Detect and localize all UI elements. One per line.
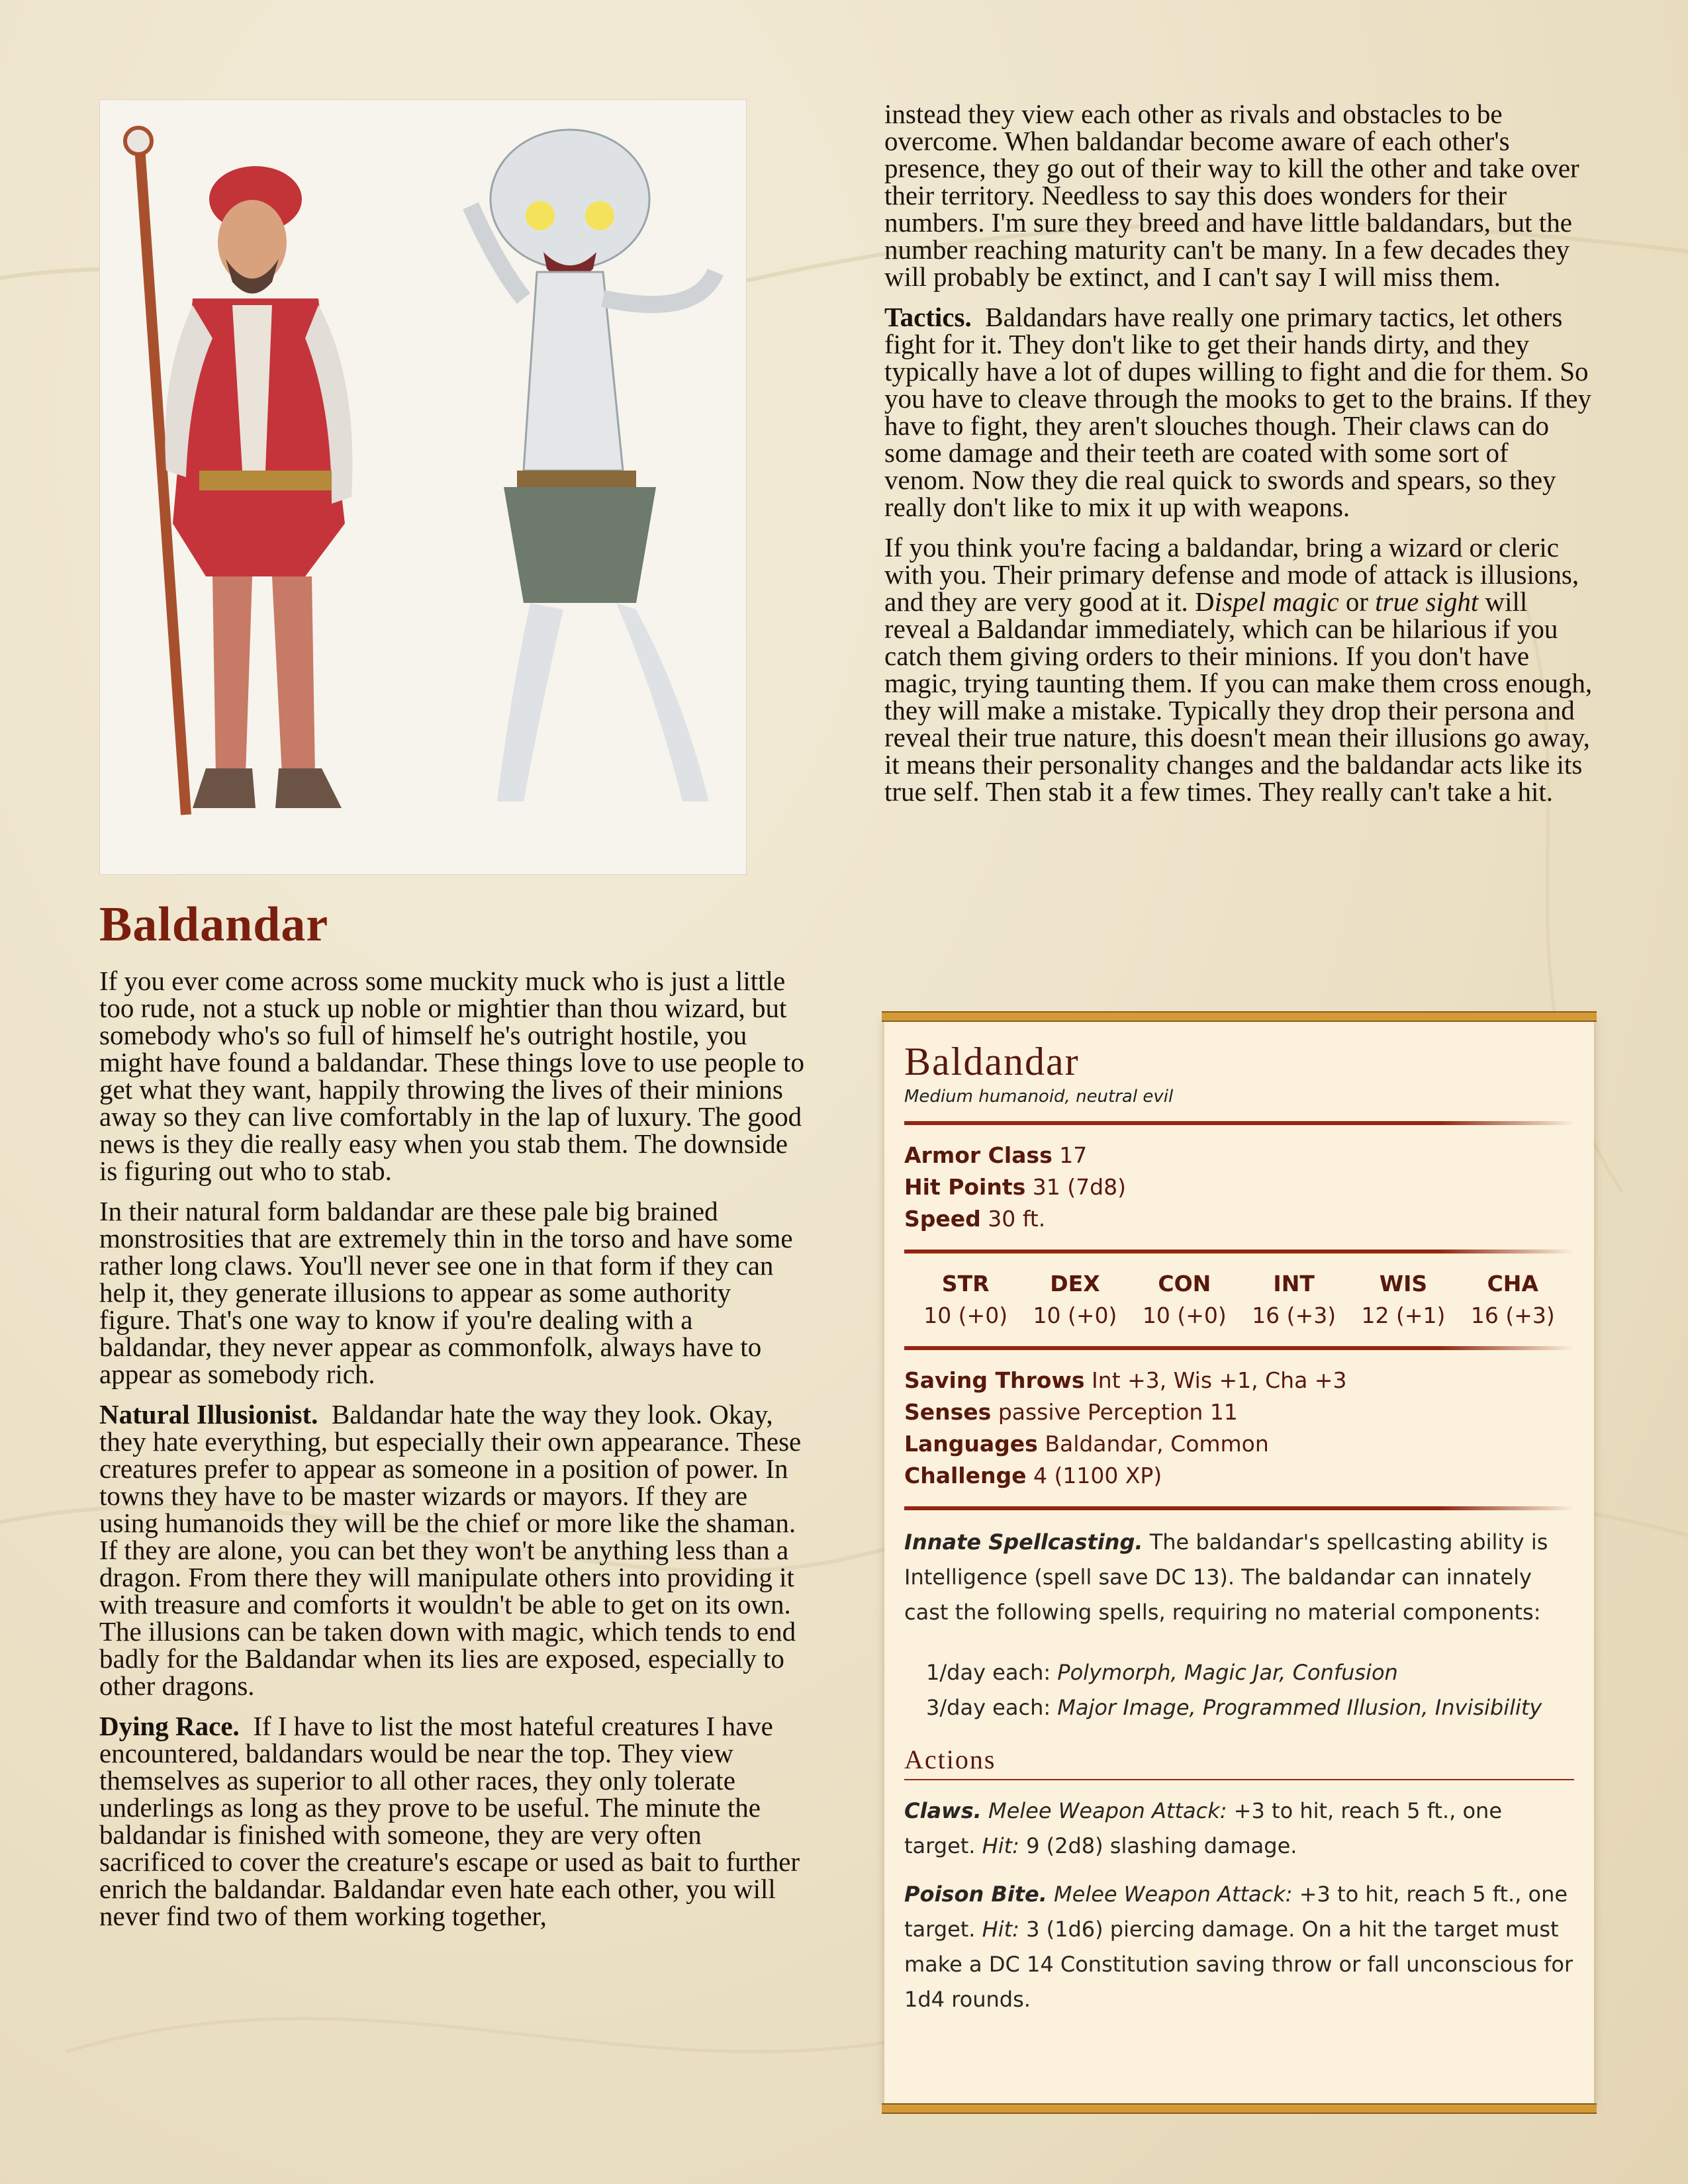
paragraph: If you think you're facing a baldandar, bring a wizard or cleric with you. Their primary defense and mode of attack is illusions, and they are very good at it. Dispel magic or true sight will reveal a Baldandar immediately, which can be hilarious if you catch them giving orders to their minions. If you don't have magic, trying taunting them. If you can make them cross enough, they will make a mistake. Typically they drop their persona and reveal their true nature, this doesn't mean their illusions go away, it means their personality changes and the baldandar acts like its true self. Then stab it a few times. They really can't take a hit.	[884, 532, 1593, 807]
spell-row: 1/day each: Polymorph, Magic Jar, Confusion	[926, 1660, 1398, 1685]
ability-cha: CHA 16 (+3)	[1470, 1271, 1555, 1328]
languages: Languages Baldandar, Common	[904, 1431, 1269, 1457]
section-heading: Dying Race.	[99, 1711, 240, 1741]
stat-block-bottom-bar	[882, 2103, 1597, 2114]
monster-name: Baldandar	[904, 1040, 1080, 1083]
hit-points: Hit Points 31 (7d8)	[904, 1174, 1126, 1200]
divider	[904, 1506, 1574, 1510]
ability-dex: DEX 10 (+0)	[1033, 1271, 1117, 1328]
baldandar-illustration	[99, 99, 747, 875]
page-title: Baldandar	[99, 897, 329, 952]
action-poison-bite: Poison Bite. Melee Weapon Attack: +3 to hit, reach 5 ft., one target. Hit: 3 (1d6) piercing damage. On a hit the target must make a DC 14 Constitution saving throw or fall unconscious for 1d4 rounds.	[904, 1882, 1573, 2012]
stat-block	[884, 1019, 1594, 2106]
action-claws: Claws. Melee Weapon Attack: +3 to hit, reach 5 ft., one target. Hit: 9 (2d8) slashing damage.	[904, 1798, 1503, 1858]
section-heading: Tactics.	[884, 302, 972, 332]
challenge: Challenge 4 (1100 XP)	[904, 1463, 1162, 1488]
ability-int: INT 16 (+3)	[1252, 1271, 1336, 1328]
monster-type: Medium humanoid, neutral evil	[904, 1087, 1174, 1107]
innate-spellcasting: Innate Spellcasting. The baldandar's spellcasting ability is Intelligence (spell save DC 13). The baldandar can innately cast the following spells, requiring no material components: 1/day each: Polymorph, Magic Jar, Confusion 3/day each: Major Image, Programmed Illusion, Invisibility	[904, 1525, 1574, 1725]
senses: Senses passive Perception 11	[904, 1399, 1238, 1425]
section-heading: Natural Illusionist.	[99, 1399, 318, 1430]
armor-class: Armor Class 17	[904, 1142, 1088, 1168]
saving-throws: Saving Throws Int +3, Wis +1, Cha +3	[904, 1367, 1347, 1393]
paragraph: Tactics. Baldandars have really one primary tactics, let others fight for it. They don't like to get their hands dirty, and they typically have a lot of dupes willing to fight and die for them. So you have to cleave through the mooks to get to the brains. If they have to fight, they aren't slouches though. Their claws can do some damage and their teeth are coated with some sort of venom. Now they die real quick to swords and spears, so they really don't like to mix it up with weapons.	[884, 302, 1592, 522]
paragraph: Dying Race. If I have to list the most hateful creatures I have encountered, baldandars would be near the top. They view themselves as superior to all other races, they only tolerate underlings as long as they prove to be useful. The minute the baldandar is finished with someone, they are very often sacrificed to cover the creature's escape or used as bait to further enrich the baldandar. Baldandar even hate each other, you will never find two of them working together,	[99, 1711, 800, 1931]
left-text-column	[99, 968, 808, 1943]
paragraph: Natural Illusionist. Baldandar hate the way they look. Okay, they hate everything, but especially their own appearance. These creatures prefer to appear as someone in a position of power. In towns they have to be master wizards or mayors. If they are using humanoids they will be the chief or more like the shaman. If they are alone, you can bet they won't be anything less than a dragon. From there they will manipulate others into providing it with treasure and comforts it wouldn't be able to get on its own. The illusions can be taken down with magic, which tends to end badly for the Baldandar when its lies are exposed, especially to other dragons.	[99, 1399, 802, 1701]
paragraph: In their natural form baldandar are these pale big brained monstrosities that are extremely thin in the torso and have some rather long claws. You'll never see one in that form if they can help it, they generate illusions to appear as some authority figure. That's one way to know if you're dealing with a baldandar, they never appear as commonfolk, always have to appear as somebody rich.	[99, 1196, 793, 1389]
ability-str: STR 10 (+0)	[923, 1271, 1008, 1328]
stat-block-top-bar	[882, 1011, 1597, 1022]
ability-scores	[904, 1268, 1574, 1332]
spell-row: 3/day each: Major Image, Programmed Illusion, Invisibility	[926, 1695, 1542, 1720]
speed: Speed 30 ft.	[904, 1206, 1046, 1232]
divider	[904, 1121, 1574, 1125]
ability-wis: WIS 12 (+1)	[1361, 1271, 1446, 1328]
spell-list	[904, 1655, 1574, 1725]
divider	[904, 1346, 1574, 1350]
right-text-column	[884, 101, 1593, 819]
paragraph: instead they view each other as rivals and obstacles to be overcome. When baldandar become aware of each other's presence, they go out of their way to kill the other and take over their territory. Needless to say this does wonders for their numbers. I'm sure they breed and have little baldandars, but the number reaching maturity can't be many. In a few decades they will probably be extinct, and I can't say I will miss them.	[884, 99, 1579, 292]
divider	[904, 1250, 1574, 1253]
paragraph: If you ever come across some muckity muck who is just a little too rude, not a stuck up noble or mightier than thou wizard, but somebody who's so full of himself he's outright hostile, you might have found a baldandar. These things love to use people to get what they want, happily throwing the lives of their minions away so they can live comfortably in the lap of luxury. The good news is they die really easy when you stab them. The downside is figuring out who to stab.	[99, 966, 804, 1186]
ability-con: CON 10 (+0)	[1142, 1271, 1227, 1328]
actions-heading: Actions	[904, 1744, 1574, 1780]
baldandar-artwork	[100, 100, 746, 874]
